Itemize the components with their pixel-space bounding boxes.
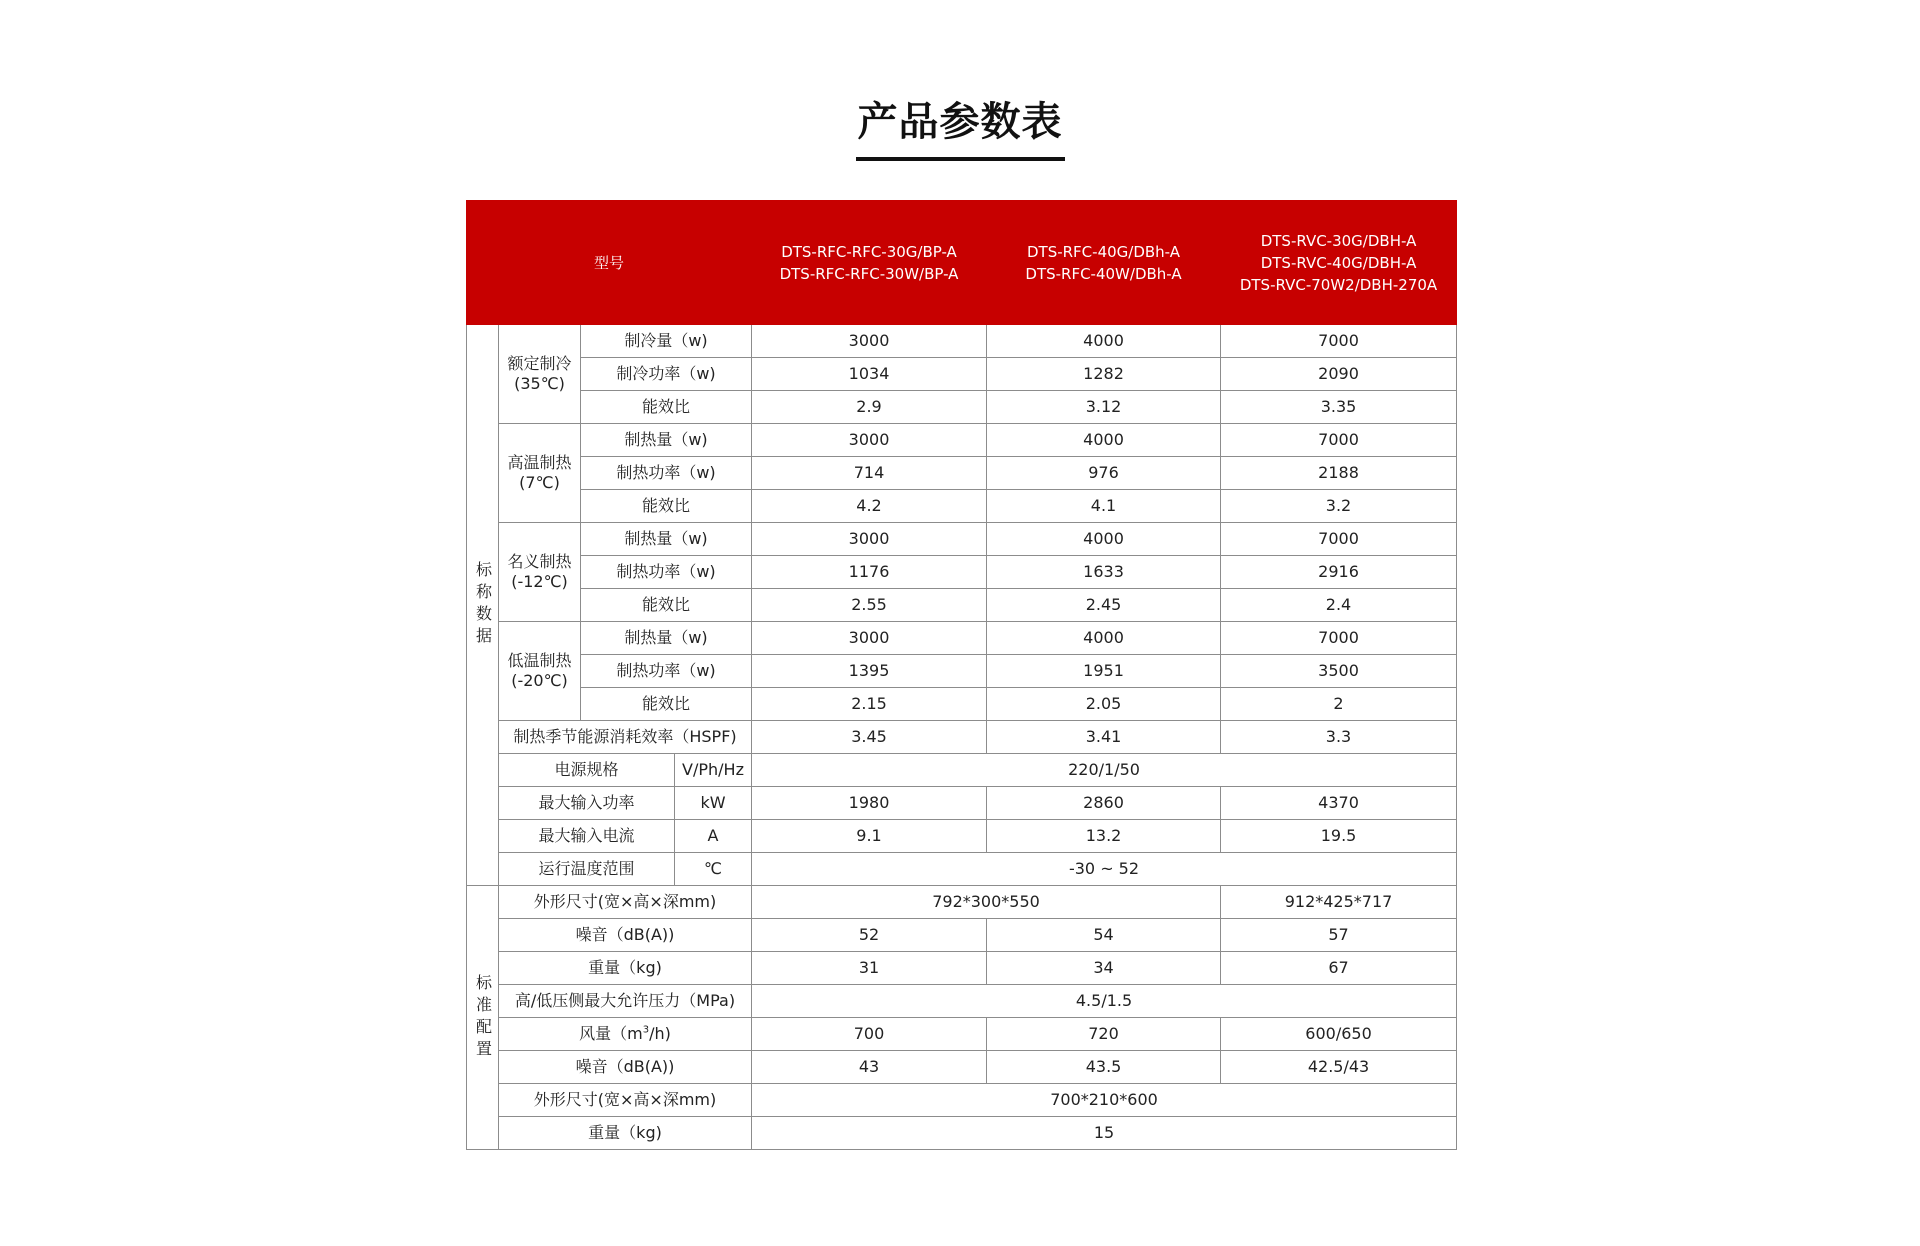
cell-value: 3.35 (1221, 391, 1457, 424)
cell-value: 3000 (752, 424, 987, 457)
row-label: 制冷功率（w) (581, 358, 752, 391)
row-label: 制热量（w) (581, 424, 752, 457)
cell-value: 2 (1221, 688, 1457, 721)
cell-value: 1951 (987, 655, 1221, 688)
row-label: 最大输入电流 (499, 820, 675, 853)
cell-value: 43.5 (987, 1051, 1221, 1084)
cell-value: 600/650 (1221, 1018, 1457, 1051)
cell-value: 4000 (987, 523, 1221, 556)
cell-value: 3.3 (1221, 721, 1457, 754)
cell-value: 2188 (1221, 457, 1457, 490)
table-row (467, 820, 1457, 853)
cell-value: 15 (752, 1117, 1457, 1150)
row-label: 外形尺寸(宽×高×深mm) (499, 886, 752, 919)
cell-value: 4.5/1.5 (752, 985, 1457, 1018)
table-row (467, 655, 1457, 688)
cell-value: 3500 (1221, 655, 1457, 688)
cell-value: 42.5/43 (1221, 1051, 1457, 1084)
model-col-1 (752, 201, 987, 325)
cell-value: 67 (1221, 952, 1457, 985)
cell-value: 3000 (752, 523, 987, 556)
cell-value: 700 (752, 1018, 987, 1051)
row-label: 能效比 (581, 490, 752, 523)
cell-value: 54 (987, 919, 1221, 952)
header-row (467, 201, 1457, 325)
spec-table (466, 200, 1457, 1150)
cell-value: 34 (987, 952, 1221, 985)
row-label: 制热量（w) (581, 622, 752, 655)
row-label: 运行温度范围 (499, 853, 675, 886)
cell-value: 2.45 (987, 589, 1221, 622)
cell-value: 2.15 (752, 688, 987, 721)
row-label: 能效比 (581, 391, 752, 424)
row-label: 高/低压侧最大允许压力（MPa) (499, 985, 752, 1018)
cell-value: 714 (752, 457, 987, 490)
section-label-standard: 标准配置 (467, 886, 499, 1150)
row-label: 制热功率（w) (581, 556, 752, 589)
group-label: 低温制热 (-20℃) (499, 622, 581, 721)
cell-value: 4.1 (987, 490, 1221, 523)
cell-value: 792*300*550 (752, 886, 1221, 919)
model-name: DTS-RVC-30G/DBH-A (1260, 231, 1417, 250)
group-label: 高温制热 (7℃) (499, 424, 581, 523)
cell-value: 4000 (987, 622, 1221, 655)
table-row (467, 490, 1457, 523)
table-row (467, 1018, 1457, 1051)
cell-value: 4000 (987, 325, 1221, 358)
table-row (467, 457, 1457, 490)
cell-value: 912*425*717 (1221, 886, 1457, 919)
row-label: 制热功率（w) (581, 655, 752, 688)
cell-value: 19.5 (1221, 820, 1457, 853)
table-row (467, 886, 1457, 919)
cell-value: 1980 (752, 787, 987, 820)
cell-value: 700*210*600 (752, 1084, 1457, 1117)
cell-value: 13.2 (987, 820, 1221, 853)
cell-value: 2090 (1221, 358, 1457, 391)
row-label: 制冷量（w) (581, 325, 752, 358)
cell-value: -30 ~ 52 (752, 853, 1457, 886)
cell-value: 4000 (987, 424, 1221, 457)
unit-cell: ℃ (675, 853, 752, 886)
cell-value: 3000 (752, 622, 987, 655)
table-row (467, 556, 1457, 589)
cell-value: 7000 (1221, 424, 1457, 457)
cell-value: 2.9 (752, 391, 987, 424)
row-label: 制热季节能源消耗效率（HSPF) (499, 721, 752, 754)
table-row (467, 391, 1457, 424)
row-label: 重量（kg) (499, 952, 752, 985)
table-row (467, 358, 1457, 391)
table-row (467, 688, 1457, 721)
cell-value: 3.41 (987, 721, 1221, 754)
group-label: 名义制热 (-12℃) (499, 523, 581, 622)
page-title: 产品参数表 (856, 90, 1065, 161)
cell-value: 720 (987, 1018, 1221, 1051)
cell-value: 7000 (1221, 523, 1457, 556)
model-name: DTS-RVC-40G/DBH-A (1260, 253, 1417, 272)
table-row (467, 424, 1457, 457)
cell-value: 7000 (1221, 622, 1457, 655)
cell-value: 57 (1221, 919, 1457, 952)
table-row (467, 985, 1457, 1018)
table-row (467, 325, 1457, 358)
cell-value: 9.1 (752, 820, 987, 853)
row-label: 重量（kg) (499, 1117, 752, 1150)
cell-value: 2860 (987, 787, 1221, 820)
table-row (467, 1051, 1457, 1084)
model-name: DTS-RFC-40W/DBh-A (1025, 264, 1182, 283)
model-col-2 (987, 201, 1221, 325)
cell-value: 2.4 (1221, 589, 1457, 622)
model-col-3 (1221, 201, 1457, 325)
row-label: 外形尺寸(宽×高×深mm) (499, 1084, 752, 1117)
model-name: DTS-RFC-40G/DBh-A (1026, 242, 1181, 261)
row-label: 能效比 (581, 589, 752, 622)
unit-cell: V/Ph/Hz (675, 754, 752, 787)
table-row (467, 523, 1457, 556)
table-row (467, 1117, 1457, 1150)
cell-value: 2916 (1221, 556, 1457, 589)
model-name: DTS-RFC-RFC-30W/BP-A (779, 264, 959, 283)
cell-value: 1395 (752, 655, 987, 688)
cell-value: 1176 (752, 556, 987, 589)
cell-value: 976 (987, 457, 1221, 490)
table-row (467, 754, 1457, 787)
cell-value: 43 (752, 1051, 987, 1084)
model-label: 型号 (467, 201, 752, 325)
cell-value: 3.2 (1221, 490, 1457, 523)
row-label: 能效比 (581, 688, 752, 721)
unit-cell: kW (675, 787, 752, 820)
table-row (467, 622, 1457, 655)
cell-value: 2.05 (987, 688, 1221, 721)
row-label: 噪音（dB(A)) (499, 919, 752, 952)
row-label: 电源规格 (499, 754, 675, 787)
unit-cell: A (675, 820, 752, 853)
cell-value: 7000 (1221, 325, 1457, 358)
row-label: 制热量（w) (581, 523, 752, 556)
cell-value: 3000 (752, 325, 987, 358)
table-row (467, 589, 1457, 622)
section-label-rated: 标称数据 (467, 325, 499, 886)
cell-value: 1282 (987, 358, 1221, 391)
cell-value: 3.45 (752, 721, 987, 754)
model-name: DTS-RFC-RFC-30G/BP-A (781, 242, 957, 261)
cell-value: 1633 (987, 556, 1221, 589)
group-label: 额定制冷 (35℃) (499, 325, 581, 424)
row-label: 制热功率（w) (581, 457, 752, 490)
table-row (467, 1084, 1457, 1117)
table-row (467, 919, 1457, 952)
cell-value: 52 (752, 919, 987, 952)
cell-value: 3.12 (987, 391, 1221, 424)
table-row (467, 721, 1457, 754)
cell-value: 220/1/50 (752, 754, 1457, 787)
table-row (467, 787, 1457, 820)
table-row (467, 952, 1457, 985)
row-label: 噪音（dB(A)) (499, 1051, 752, 1084)
row-label: 风量$(m^3/h)$ (499, 1018, 752, 1051)
cell-value: 31 (752, 952, 987, 985)
model-name: DTS-RVC-70W2/DBH-270A (1239, 275, 1438, 294)
cell-value: 1034 (752, 358, 987, 391)
cell-value: 4370 (1221, 787, 1457, 820)
row-label: 最大输入功率 (499, 787, 675, 820)
cell-value: 4.2 (752, 490, 987, 523)
cell-value: 2.55 (752, 589, 987, 622)
table-row (467, 853, 1457, 886)
